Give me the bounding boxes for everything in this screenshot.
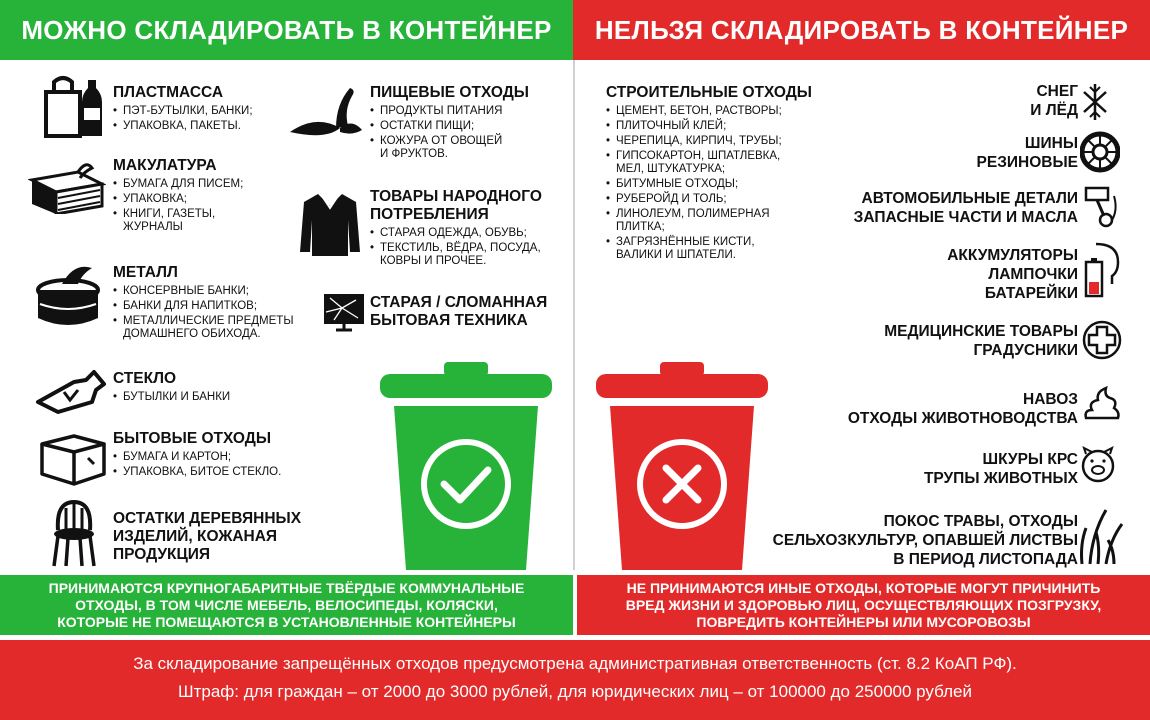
sweater-icon	[298, 190, 362, 258]
food-item: • ПРОДУКТЫ ПИТАНИЯ	[370, 105, 529, 118]
banana-peel-icon	[286, 84, 364, 142]
construction-item: • ЦЕМЕНТ, БЕТОН, РАСТВОРЫ;	[606, 105, 812, 118]
construction-item: • ЧЕРЕПИЦА, КИРПИЧ, ТРУБЫ;	[606, 135, 812, 148]
plastic-title: ПЛАСТМАССА	[113, 84, 224, 101]
glass-block	[113, 370, 230, 406]
glass-title: СТЕКЛО	[113, 370, 177, 387]
construction-item: • ЗАГРЯЗНЁННЫЕ КИСТИ, ВАЛИКИ И ШПАТЕЛИ.	[606, 236, 812, 262]
appliances-title: СТАРАЯ / СЛОМАННАЯ БЫТОВАЯ ТЕХНИКА	[370, 294, 548, 329]
wood-block	[113, 510, 301, 564]
paper-block	[113, 157, 243, 236]
plastic-block	[113, 84, 253, 135]
food-item: • КОЖУРА ОТ ОВОЩЕЙ И ФРУКТОВ.	[370, 135, 529, 161]
household-item: • УПАКОВКА, БИТОЕ СТЕКЛО.	[113, 466, 281, 479]
allowed-header: МОЖНО СКЛАДИРОВАТЬ В КОНТЕЙНЕР	[0, 0, 573, 60]
medical-label: МЕДИЦИНСКИЕ ТОВАРЫ ГРАДУСНИКИ	[884, 323, 1078, 359]
construction-item: • ПЛИТОЧНЫЙ КЛЕЙ;	[606, 120, 812, 133]
grass-icon	[1078, 504, 1124, 566]
footer-line-1: За складирование запрещённых отходов предусмотрена административная ответственность (ст. 8.2 КоАП РФ).	[133, 654, 1017, 673]
battery-bulb-icon	[1082, 240, 1122, 300]
plastic-item: • ПЭТ-БУТЫЛКИ, БАНКИ;	[113, 105, 253, 118]
tire-icon	[1080, 130, 1120, 174]
paper-item: • КНИГИ, ГАЗЕТЫ, ЖУРНАЛЫ	[113, 208, 243, 234]
metal-item: • МЕТАЛЛИЧЕСКИЕ ПРЕДМЕТЫ ДОМАШНЕГО ОБИХОДА.	[113, 315, 294, 341]
auto-label: АВТОМОБИЛЬНЫЕ ДЕТАЛИ ЗАПАСНЫЕ ЧАСТИ И МАСЛА	[853, 190, 1078, 226]
construction-title: СТРОИТЕЛЬНЫЕ ОТХОДЫ	[606, 84, 812, 101]
broken-tv-icon	[322, 292, 366, 332]
construction-item: • БИТУМНЫЕ ОТХОДЫ;	[606, 178, 812, 191]
metal-item: • БАНКИ ДЛЯ НАПИТКОВ;	[113, 300, 294, 313]
food-title: ПИЩЕВЫЕ ОТХОДЫ	[370, 84, 529, 101]
consumer-block	[370, 188, 542, 270]
household-item: • БУМАГА И КАРТОН;	[113, 451, 281, 464]
fine-footer	[0, 640, 1150, 720]
plastic-item: • УПАКОВКА, ПАКЕТЫ.	[113, 120, 253, 133]
medical-cross-icon	[1082, 318, 1122, 362]
tin-can-icon	[34, 260, 106, 330]
red-bin-cross-icon	[596, 362, 768, 575]
allowed-band: ПРИНИМАЮТСЯ КРУПНОГАБАРИТНЫЕ ТВЁРДЫЕ КОММУНАЛЬНЫЕ ОТХОДЫ, В ТОМ ЧИСЛЕ МЕБЕЛЬ, ВЕЛОСИПЕДЫ, КОЛЯСКИ, КОТОРЫЕ НЕ ПОМЕЩАЮТСЯ В УСТАНОВЛЕННЫЕ КОНТЕЙНЕРЫ	[0, 575, 573, 635]
column-divider	[573, 60, 575, 570]
forbidden-header: НЕЛЬЗЯ СКЛАДИРОВАТЬ В КОНТЕЙНЕР	[573, 0, 1150, 60]
paper-title: МАКУЛАТУРА	[113, 157, 217, 174]
bottle-bag-icon	[40, 72, 106, 140]
household-title: БЫТОВЫЕ ОТХОДЫ	[113, 430, 271, 447]
metal-title: МЕТАЛЛ	[113, 264, 178, 281]
food-item: • ОСТАТКИ ПИЩИ;	[370, 120, 529, 133]
batteries-label: АККУМУЛЯТОРЫ ЛАМПОЧКИ БАТАРЕЙКИ	[947, 247, 1078, 302]
green-bin-check-icon	[380, 362, 552, 575]
paper-stack-icon	[28, 158, 106, 214]
construction-item: • ЛИНОЛЕУМ, ПОЛИМЕРНАЯ ПЛИТКА;	[606, 208, 812, 234]
construction-block	[606, 84, 812, 264]
snow-label: СНЕГ И ЛЁД	[1030, 83, 1078, 119]
metal-item: • КОНСЕРВНЫЕ БАНКИ;	[113, 285, 294, 298]
construction-item: • РУБЕРОЙД И ТОЛЬ;	[606, 193, 812, 206]
manure-icon	[1082, 384, 1122, 424]
broken-bottle-icon	[34, 368, 110, 414]
food-block	[370, 84, 529, 163]
consumer-item: • СТАРАЯ ОДЕЖДА, ОБУВЬ;	[370, 227, 542, 240]
household-block	[113, 430, 281, 481]
manure-label: НАВОЗ ОТХОДЫ ЖИВОТНОВОДСТВА	[847, 391, 1078, 427]
metal-block	[113, 264, 294, 343]
wood-title: ОСТАТКИ ДЕРЕВЯННЫХ ИЗДЕЛИЙ, КОЖАНАЯ ПРОДУКЦИЯ	[113, 510, 302, 563]
pig-icon	[1080, 446, 1116, 484]
glass-item: • БУТЫЛКИ И БАНКИ	[113, 391, 230, 404]
appliances-block	[370, 294, 547, 330]
paper-item: • УПАКОВКА;	[113, 193, 243, 206]
piston-icon	[1084, 186, 1118, 230]
snowflake-icon	[1082, 82, 1108, 122]
construction-item: • ГИПСОКАРТОН, ШПАТЛЕВКА, МЕЛ, ШТУКАТУРКА;	[606, 150, 812, 176]
consumer-title: ТОВАРЫ НАРОДНОГО ПОТРЕБЛЕНИЯ	[370, 188, 542, 223]
tires-label: ШИНЫ РЕЗИНОВЫЕ	[976, 135, 1078, 171]
chair-icon	[50, 500, 98, 568]
consumer-item: • ТЕКСТИЛЬ, ВЁДРА, ПОСУДА, КОВРЫ И ПРОЧЕЕ.	[370, 242, 542, 268]
paper-item: • БУМАГА ДЛЯ ПИСЕМ;	[113, 178, 243, 191]
footer-line-2: Штраф: для граждан – от 2000 до 3000 рублей, для юридических лиц – от 100000 до 250000 рублей	[178, 682, 972, 701]
box-icon	[38, 428, 108, 486]
hides-label: ШКУРЫ КРС ТРУПЫ ЖИВОТНЫХ	[923, 451, 1078, 487]
forbidden-band: НЕ ПРИНИМАЮТСЯ ИНЫЕ ОТХОДЫ, КОТОРЫЕ МОГУТ ПРИЧИНИТЬ ВРЕД ЖИЗНИ И ЗДОРОВЬЮ ЛИЦ, ОСУЩЕСТВЛЯЮЩИХ ПОЗГРУЗКУ, ПОВРЕДИТЬ КОНТЕЙНЕРЫ ИЛИ МУСОРОВОЗЫ	[577, 575, 1150, 635]
grass-label: ПОКОС ТРАВЫ, ОТХОДЫ СЕЛЬХОЗКУЛЬТУР, ОПАВШЕЙ ЛИСТВЫ В ПЕРИОД ЛИСТОПАДА	[772, 513, 1078, 568]
